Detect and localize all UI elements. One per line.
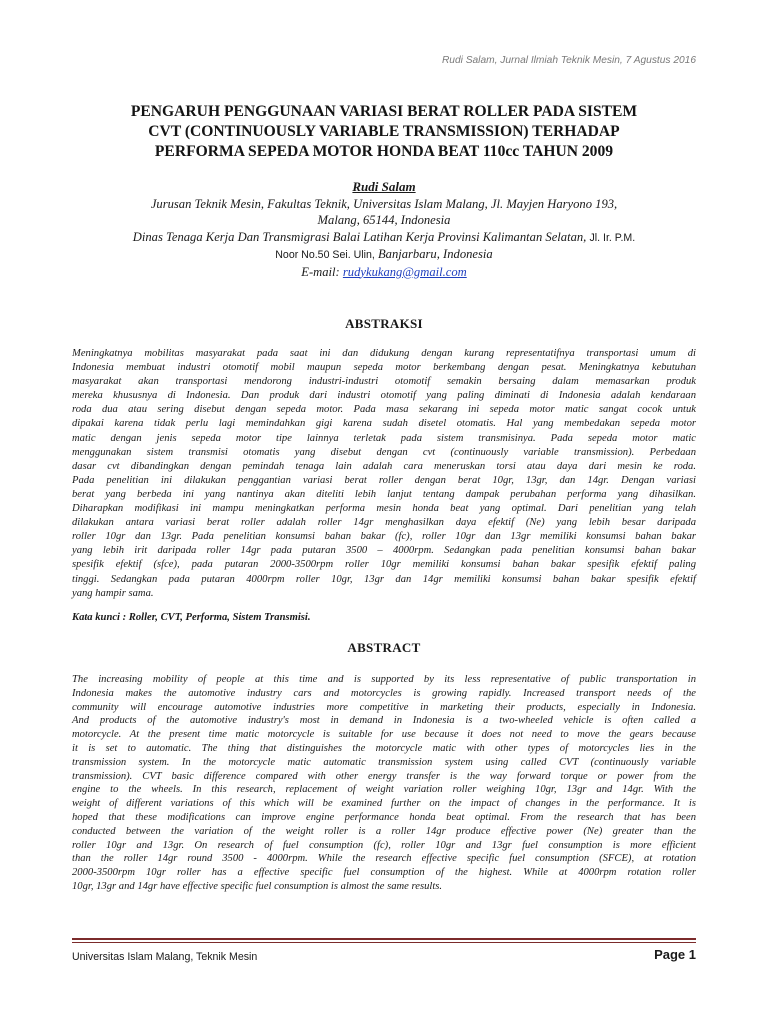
title-line: PERFORMA SEPEDA MOTOR HONDA BEAT 110cc TAHUN 2009	[154, 143, 614, 160]
title-line: PENGARUH PENGGUNAAN VARIASI BERAT ROLLER PADA SISTEM	[130, 103, 638, 120]
paragraph-line: Diharapkan modifikasi ini mampu meningkatkan performa mesin honda beat yang optimal. Dari penelitian yang telah	[72, 503, 696, 515]
paper-title	[72, 102, 696, 162]
paragraph-line: weight of different variations of this which will be examined further on the impact of changes in the performance. It is	[72, 798, 696, 810]
paragraph-line: motorcycle. At the present time matic motorcycle is suitable for use because it does not need to move the gears because	[72, 729, 696, 741]
paragraph-line: hoped that these modifications can improve engine performance honda beat optimal. From the research that has been	[72, 811, 696, 823]
paragraph-line: yang hampir sama.	[72, 587, 154, 599]
paragraph-line: Pada penelitian ini dilakukan penggantian variasi berat roller dengan berat 10gr, 13gr, dan 14gr. Dengan variasi	[72, 474, 696, 486]
paragraph-line: spesifik efektif (sfce), pada putaran 2000-3500rpm roller 10gr memiliki konsumsi bahan bakar spesifik efektif paling	[72, 559, 696, 571]
affiliation-1-line-1: Jurusan Teknik Mesin, Fakultas Teknik, Universitas Islam Malang, Jl. Mayjen Haryono 193,	[150, 196, 618, 211]
abstract-paragraph	[72, 673, 696, 894]
paragraph-line: Indonesia membuat industri otomotif mobil maupun sepeda motor berkembang dengan pesat. Meningkatnya kebutuhan	[72, 362, 696, 374]
paragraph-line: engine to the wheels. In this research, replacement of weight variation roller weighing 10gr, 13gr and 14gr. With the	[72, 784, 696, 796]
paragraph-line: 2000-3500rpm 10gr roller has a effective specific fuel consumption of the highest. While at 4000rpm rotation roller	[72, 867, 696, 879]
paragraph-line: roller 10gr dan 13gr. Pada penelitian konsumsi bahan bakar (fc), roller 10gr dan 13gr memiliki konsumsi bahan bakar	[72, 531, 696, 543]
affiliation-2-line-2: Banjarbaru, Indonesia	[377, 247, 493, 261]
paragraph-line: community will encourage automotive industries more competitive in marketing their products, especially in Indonesia.	[72, 701, 696, 713]
author-block	[60, 179, 708, 280]
page-number: Page 1	[654, 947, 696, 962]
email-link[interactable]: rudykukang@gmail.com	[342, 264, 467, 279]
paragraph-line: The increasing mobility of people at this time and is supported by its less representative of public transportation in	[72, 674, 696, 685]
paragraph-line: tinggi. Sedangkan pada putaran 4000rpm roller 10gr, 13gr dan 14gr memiliki konsumsi bahan bakar spesifik efektif	[72, 573, 696, 585]
footer-rule	[72, 938, 696, 940]
email-label: E-mail:	[301, 264, 340, 279]
paragraph-line: berat yang berbeda ini yang nantinya akan diteliti lebih lanjut tentang dampak perubahan performa yang dihasilkan.	[72, 488, 696, 500]
running-head: Rudi Salam, Jurnal Ilmiah Teknik Mesin, 7 Agustus 2016	[441, 55, 696, 66]
paragraph-line: menggunakan sistem transmisi otomatis yang disebut dengan cvt (continuously variable transmission). Perbedaan	[72, 446, 696, 458]
paragraph-line: matic dengan jenis sepeda motor tipe lainnya terletak pada sistem transmisinya. Pada sepeda motor matic	[72, 432, 696, 444]
author-name: Rudi Salam	[352, 179, 416, 194]
paragraph-line: dilakukan antara variasi berat roller adalah roller 14gr menghasilkan daya efektif (Ne) yang lebih besar daripada	[72, 517, 696, 529]
paragraph-line: yang lebih irit daripada roller 14gr pada putaran 3500 – 4000rpm. Sedangkan pada penelitian konsumsi bahan bakar	[72, 545, 696, 557]
paragraph-line: dasar cvt dibandingkan dengan pemindah tenaga lain adalah cara meneruskan torsi atau daya dari mesin ke roda.	[72, 460, 696, 472]
paragraph-line: mereka khususnya di Indonesia. Dan produk dari industri otomotif yang paling diminati di Indonesia adalah kendaraan	[72, 390, 696, 402]
paragraph-line: conducted between the variation of the weight roller is a roller 14gr produce effective power (Ne) greater than the	[72, 825, 696, 837]
keywords: Kata kunci : Roller, CVT, Performa, Sistem Transmisi.	[72, 612, 311, 623]
paragraph-line: And products of the automotive industry's most in demand in Indonesia is a two-wheeled vehicle is often called a	[72, 715, 696, 727]
paragraph-line: 10gr, 13gr and 14gr have effective specific fuel consumption is almost the same results.	[72, 880, 443, 892]
footer-rule-thin	[72, 942, 696, 943]
affiliation-2-street: Jl. Ir. P.M.	[589, 231, 636, 244]
affiliation-2-street-cont: Noor No.50 Sei. Ulin,	[275, 249, 375, 261]
paragraph-line: transmission system. In the motorcycle matic automatic transmission system using called CVT (continuously variable	[72, 756, 696, 768]
title-line: CVT (CONTINUOUSLY VARIABLE TRANSMISSION) TERHADAP	[148, 123, 620, 140]
paragraph-line: masyarakat akan transportasi mendorong industri-industri otomotif semakin bersaing dalam memasarkan produk	[72, 376, 696, 388]
paragraph-line: it is set to automatic. The thing that distinguishes the motorcycle matic with other types of motorcycles lies in the	[72, 742, 696, 754]
abstraksi-heading: ABSTRAKSI	[345, 316, 423, 331]
affiliation-1-line-2: Malang, 65144, Indonesia	[317, 213, 451, 227]
footer-institution: Universitas Islam Malang, Teknik Mesin	[72, 951, 258, 963]
abstraksi-paragraph	[72, 347, 696, 601]
paragraph-line: roller 10gr and 13gr. On research of fuel consumption (fc), roller 10gr and 13gr fuel consumption is more efficient	[72, 839, 696, 851]
paragraph-line: Indonesia makes the automotive industry cars and motorcycles is growing rapidly. Increased transport needs of the	[72, 687, 696, 699]
paragraph-line: Meningkatnya mobilitas masyarakat pada saat ini dan didukung dengan kurang representatifnya transportasi umum di	[72, 348, 696, 359]
abstract-heading: ABSTRACT	[347, 640, 421, 655]
paragraph-line: transmission). CVT basic difference compared with other energy transfer is the way forward torque or power from the	[72, 770, 696, 782]
paragraph-line: roda dua atau sering disebut dengan sepeda motor. Pada masa sekarang ini sepeda motor matic sangat cocok untuk	[72, 404, 696, 416]
paragraph-line: dipakai karena tidak perlu lagi memindahkan gigi karena sudah disetel otomatis. Hal yang membedakan sepeda motor	[72, 418, 696, 430]
affiliation-2-line-1: Dinas Tenaga Kerja Dan Transmigrasi Balai Latihan Kerja Provinsi Kalimantan Selatan,	[132, 229, 587, 244]
paragraph-line: than the roller 14gr round 3500 - 4000rpm. While the research effective specific fuel consumption (SFCE), at rotation	[72, 853, 696, 865]
